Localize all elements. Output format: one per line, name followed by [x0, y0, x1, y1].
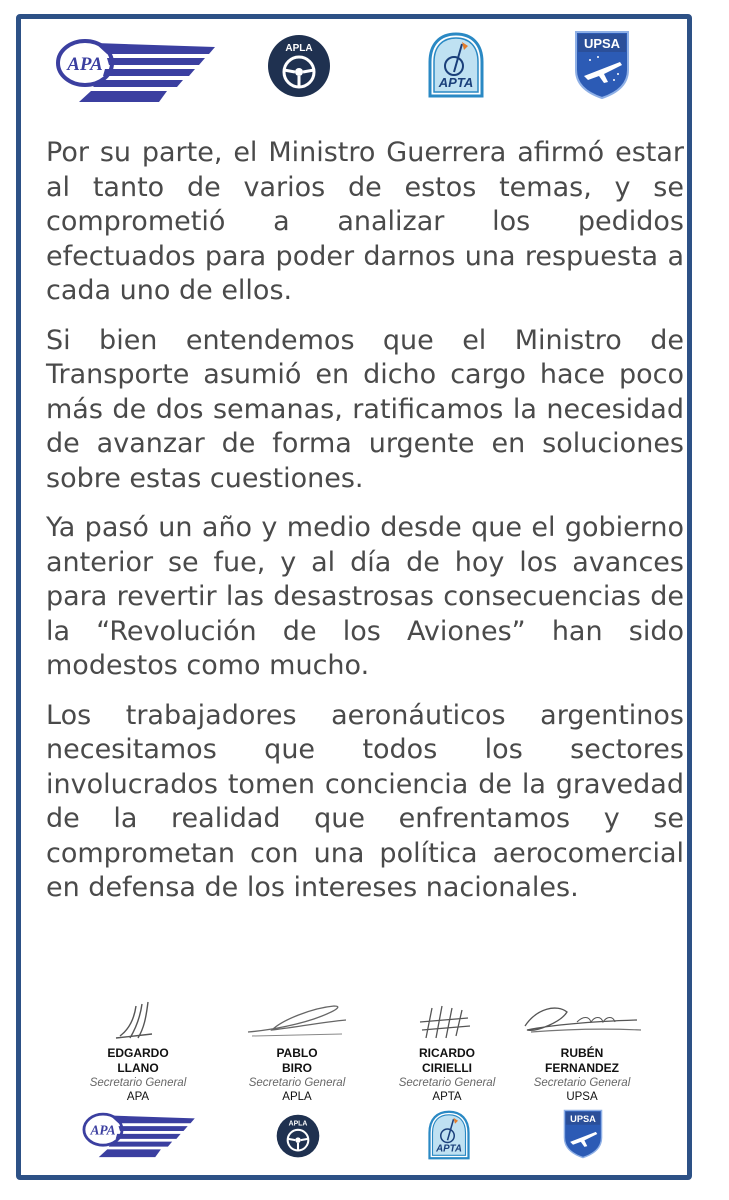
apta-logo-text: APTA	[438, 75, 474, 90]
signatory-org: APA	[126, 1091, 150, 1103]
signatory-org: UPSA	[566, 1091, 598, 1103]
signatory-org: APLA	[282, 1091, 312, 1103]
apta-logo-top	[428, 32, 484, 98]
apa-logo-text: APA	[67, 54, 103, 75]
signatory-name-line1: EDGARDO	[107, 1046, 169, 1060]
signatory-role: Secretario General	[248, 1077, 346, 1089]
upsa-logo-text: UPSA	[570, 1113, 596, 1124]
signatory-name-line2: CIRIELLI	[422, 1061, 472, 1075]
signatory-name-line2: BIRO	[282, 1061, 312, 1075]
paragraph-2: Si bien entendemos que el Ministro de Transporte asumió en dicho cargo hace poco más de dos semanas, ratificamos la necesidad de avanzar de forma urgente en soluciones sobre estas cuestiones.	[46, 324, 684, 494]
upsa-logo-bottom	[563, 1108, 603, 1160]
signatory-name-line1: PABLO	[276, 1046, 318, 1060]
signature-block-apa	[63, 1000, 213, 1105]
signature-image	[412, 1000, 482, 1042]
signatory-name-line1: RUBÉN	[560, 1046, 604, 1060]
apla-logo-bottom	[276, 1114, 320, 1158]
paragraph-3: Ya pasó un año y medio desde que el gobierno anterior se fue, y al día de hoy los avances para revertir las desastrosas consecuencias de la “Revolución de los Aviones” han sido modestos como mucho.	[46, 512, 684, 681]
signature-image	[108, 1000, 168, 1042]
apla-logo-top	[267, 34, 331, 98]
signatory-role: Secretario General	[398, 1077, 496, 1089]
signature-block-apta	[372, 1000, 522, 1105]
signatory-role: Secretario General	[533, 1077, 631, 1089]
apta-logo-text: APTA	[436, 1143, 462, 1155]
signature-block-upsa	[507, 1000, 657, 1105]
paragraph-4: Los trabajadores aeronáuticos argentinos necesitamos que todos los sectores involucrados tomen conciencia de la gravedad de la realidad que enfrentamos y se comprometan con una política aerocomercial en defensa de los intereses nacionales.	[46, 699, 684, 903]
signature-image	[242, 1000, 352, 1042]
signatory-name-line1: RICARDO	[419, 1046, 475, 1060]
upsa-logo-top	[574, 30, 630, 100]
signature-block-apla	[222, 1000, 372, 1105]
signatory-name-line2: LLANO	[117, 1061, 159, 1075]
apa-logo-bottom	[74, 1112, 204, 1160]
apta-logo-bottom	[428, 1110, 470, 1160]
signatory-org: APTA	[432, 1091, 462, 1103]
apla-logo-text: APLA	[285, 43, 313, 54]
apla-logo-text: APLA	[288, 1120, 308, 1128]
paragraph-1: Por su parte, el Ministro Guerrera afirmó estar al tanto de varios de estos temas, y se comprometió a analizar los pedidos efectuados para poder darnos una respuesta a cada uno de ellos.	[46, 137, 684, 306]
letter-body	[46, 136, 684, 921]
signatory-role: Secretario General	[89, 1077, 187, 1089]
upsa-logo-text: UPSA	[583, 36, 621, 51]
signatory-name-line2: FERNANDEZ	[545, 1061, 619, 1075]
apa-logo-top	[55, 38, 217, 106]
signature-image	[517, 1000, 647, 1042]
apa-logo-text: APA	[90, 1122, 116, 1138]
